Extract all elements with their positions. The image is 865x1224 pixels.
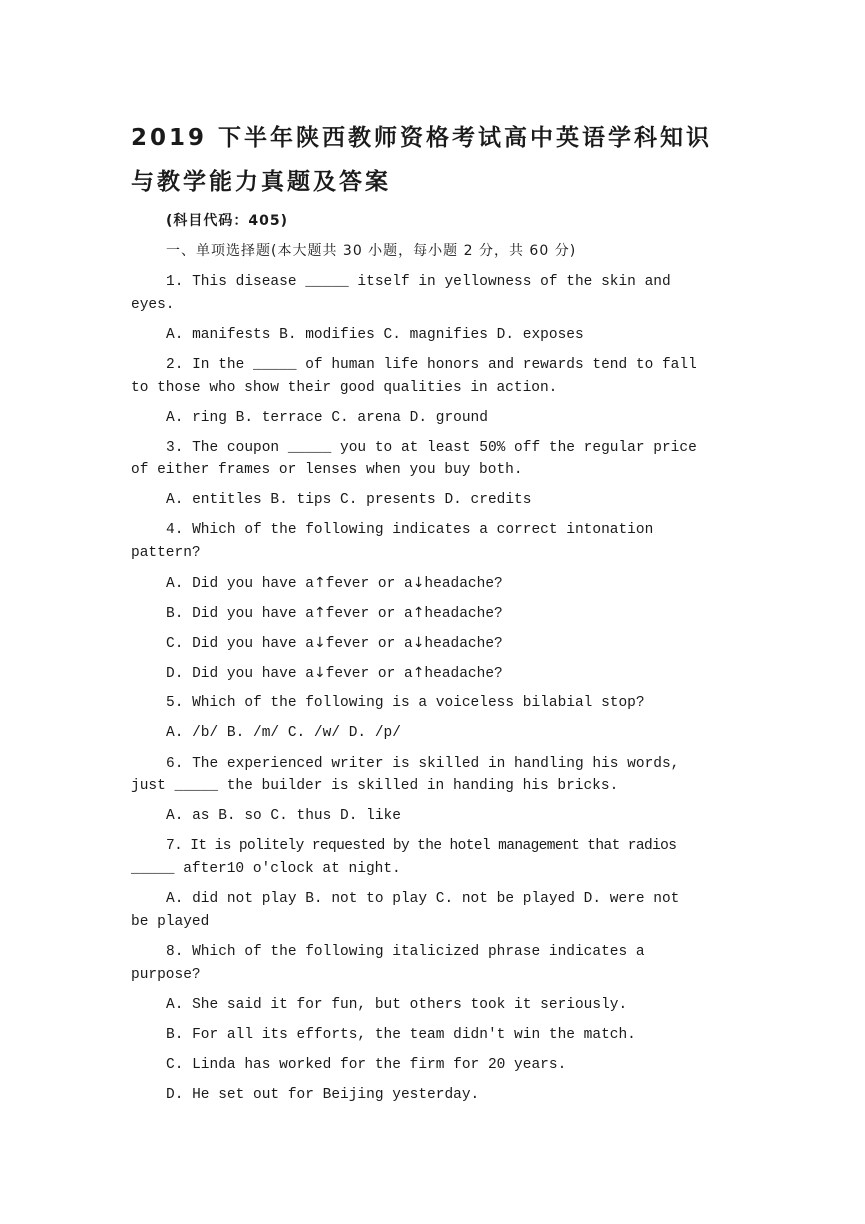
section-heading: 一、单项选择题(本大题共 30 小题，每小题 2 分，共 60 分) xyxy=(166,243,577,259)
question-4-option-d xyxy=(166,662,503,685)
option-text: A. Did you have a xyxy=(166,576,314,592)
question-8-stem-line-1: 8. Which of the following italicized phrase indicates a xyxy=(166,944,645,960)
falling-intonation-arrow-icon: ↓ xyxy=(412,635,425,651)
falling-intonation-arrow-icon: ↓ xyxy=(412,575,425,591)
question-1-stem-line-1: 1. This disease _____ itself in yellowness of the skin and xyxy=(166,274,671,290)
rising-intonation-arrow-icon: ↑ xyxy=(412,605,425,621)
question-4-option-b xyxy=(166,602,503,625)
subject-code: (科目代码：405) xyxy=(166,213,289,229)
question-3-options: A. entitles B. tips C. presents D. credits xyxy=(166,492,532,508)
option-text: headache? xyxy=(424,636,503,652)
falling-intonation-arrow-icon: ↓ xyxy=(313,635,326,651)
option-text: headache? xyxy=(424,576,503,592)
rising-intonation-arrow-icon: ↑ xyxy=(313,605,326,621)
option-text: fever or a xyxy=(325,606,413,622)
document-title-line-2: 与教学能力真题及答案 xyxy=(131,169,391,195)
question-1-options: A. manifests B. modifies C. magnifies D. exposes xyxy=(166,327,584,343)
question-4-option-a xyxy=(166,572,503,595)
question-6-options: A. as B. so C. thus D. like xyxy=(166,808,401,824)
question-8-option-c: C. Linda has worked for the firm for 20 years. xyxy=(166,1057,567,1073)
question-7-stem-line-2: _____ after10 o'clock at night. xyxy=(131,861,401,877)
rising-intonation-arrow-icon: ↑ xyxy=(412,665,425,681)
option-text: D. Did you have a xyxy=(166,666,314,682)
option-text: headache? xyxy=(424,606,503,622)
question-4-stem-line-1: 4. Which of the following indicates a correct intonation xyxy=(166,522,654,538)
question-7-stem-line-1: 7. It is politely requested by the hotel management that radios xyxy=(166,838,677,854)
question-8-option-b: B. For all its efforts, the team didn't win the match. xyxy=(166,1027,636,1043)
option-text: fever or a xyxy=(325,666,413,682)
question-5-options: A. /b/ B. /m/ C. /w/ D. /p/ xyxy=(166,725,401,741)
option-text: C. Did you have a xyxy=(166,636,314,652)
question-5-stem: 5. Which of the following is a voiceless bilabial stop? xyxy=(166,695,645,711)
question-6-stem-line-1: 6. The experienced writer is skilled in handling his words, xyxy=(166,756,680,772)
question-8-stem-line-2: purpose? xyxy=(131,967,201,983)
falling-intonation-arrow-icon: ↓ xyxy=(313,665,326,681)
rising-intonation-arrow-icon: ↑ xyxy=(313,575,326,591)
question-2-stem-line-2: to those who show their good qualities in action. xyxy=(131,380,558,396)
option-text: fever or a xyxy=(325,636,413,652)
option-text: fever or a xyxy=(325,576,413,592)
option-text: B. Did you have a xyxy=(166,606,314,622)
question-4-option-c xyxy=(166,632,503,655)
question-1-stem-line-2: eyes. xyxy=(131,297,175,313)
question-2-stem-line-1: 2. In the _____ of human life honors and rewards tend to fall xyxy=(166,357,697,373)
question-3-stem-line-1: 3. The coupon _____ you to at least 50% off the regular price xyxy=(166,440,697,456)
question-7-options-line-1: A. did not play B. not to play C. not be played D. were not xyxy=(166,891,680,907)
document-title-line-1: 2019 下半年陕西教师资格考试高中英语学科知识 xyxy=(131,125,713,151)
question-3-stem-line-2: of either frames or lenses when you buy both. xyxy=(131,462,523,478)
question-6-stem-line-2: just _____ the builder is skilled in handing his bricks. xyxy=(131,778,619,794)
question-8-option-a: A. She said it for fun, but others took it seriously. xyxy=(166,997,628,1013)
question-2-options: A. ring B. terrace C. arena D. ground xyxy=(166,410,488,426)
question-8-option-d: D. He set out for Beijing yesterday. xyxy=(166,1087,480,1103)
question-4-stem-line-2: pattern? xyxy=(131,545,201,561)
question-7-options-line-2: be played xyxy=(131,914,210,930)
option-text: headache? xyxy=(424,666,503,682)
